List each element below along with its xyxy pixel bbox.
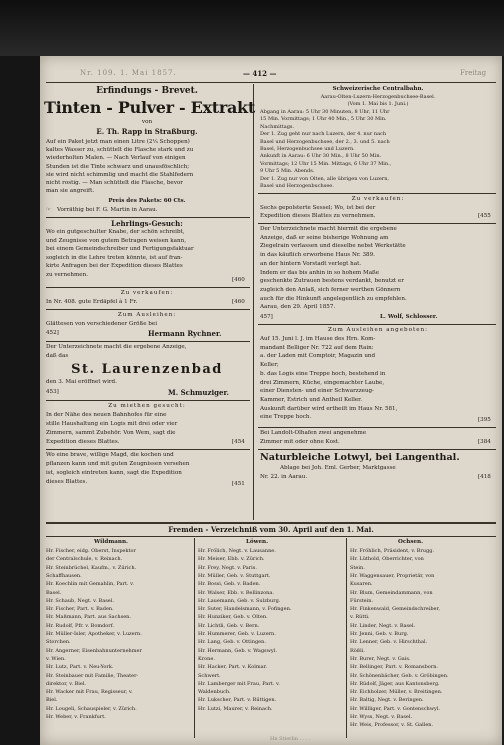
section-rule — [46, 536, 496, 537]
move-name: L. Wolf, Schlosser. — [380, 314, 438, 320]
rail-title: Schweizerische Centralbahn. — [332, 86, 424, 92]
ad-body-line: auch für die Hinkunft angelegentlich zu empfehlen. — [260, 295, 407, 302]
fremden-entry: Hr. Eichholzer, Müller, v. Breitingen. — [350, 689, 443, 696]
newspaper-page — [40, 56, 502, 745]
fremden-entry: Hr. Baltig, Negt. v. Beringen. — [350, 697, 424, 704]
ad-body-line: Der Unterzeichnete macht hiermit die ergebene — [260, 226, 397, 232]
fremden-entry: Hr. Rudolf, Pfr. v. Bomdorf. — [46, 622, 114, 629]
fremden-entry: v. Wien. — [46, 655, 66, 662]
ad-body-line: pflanzen kann und mit guten Zeugnissen versehen — [46, 461, 190, 467]
fremden-entry: Stein. — [350, 564, 365, 571]
ad-body-line: Expedition dieses Blattes. — [46, 439, 120, 445]
ad-body-line: sie wird nicht schimmlig und macht die Stahlfedern — [46, 171, 194, 178]
fremden-entry: Hr. Wyss, Negt. v. Basel. — [350, 714, 413, 720]
rail-line: Basel, Herzogenbuchsee und Luzern. — [260, 146, 355, 152]
ad-body-line: in das käuflich erworbene Haus Nr. 389. — [260, 252, 375, 259]
fremden-entry: Biel. — [46, 697, 58, 704]
ad-rule — [46, 341, 250, 342]
ad-rule — [46, 287, 250, 288]
ad-body-line: geschenkte Zutrauen bestens verdankt, benutzt er — [260, 278, 404, 285]
ad-body-line: a. der Laden mit Comptoir, Magazin und — [260, 353, 376, 360]
fremden-entry: Hr. Maßmann, Part. aus Sachsen. — [46, 614, 131, 621]
ad4-text: Glättesen von verschiedener Größe bei — [46, 321, 157, 327]
move-num: 457] — [260, 314, 273, 320]
fremden-entry: Hr. Weber, v. Frankfurt. — [46, 714, 106, 720]
ad-body-line: zu vernehmen. — [46, 272, 88, 278]
fremden-entry: Hr. Lukscher, Part. v. Rüttigen. — [198, 697, 277, 704]
ad-body-line: und Zeugnisse von gutem Betragen weisen kann, — [46, 237, 187, 244]
fremden-entry: Rößli. — [350, 647, 365, 654]
fremden-entry: Hr. Koechlin mit Gemahlin, Part. v. — [46, 581, 134, 588]
ad-stock: Vorräthig bei F. G. Martin in Aarau. — [57, 207, 158, 213]
fremden-entry: Hr. Lauemann, Geb. v. Sulzburg. — [198, 597, 281, 604]
fremden-entry: Hr. Suter, Handelsmann, v. Fofingen. — [198, 606, 292, 613]
ad3-text: In Nr. 408. gute Erdäpfel à 1 Fr. — [46, 299, 138, 305]
ad-body-line: Auskunft darüber wird ertheilt im Haus Nr. 581, — [260, 405, 398, 412]
fremden-entry: Hr. Wacker mit Frau, Regisseur, v. — [46, 689, 133, 696]
ad-body-line: zugleich den Anlaß, sich ferner werthen Gönnern — [260, 286, 401, 293]
ad5-line: den 3. Mai eröffnet wird. — [46, 379, 117, 385]
ad-body-line: Ziegelrain verlassen und dieselbe nebst Werkstätte — [260, 243, 406, 250]
fremden-entry: Kusaren. — [350, 581, 373, 588]
fremden-entry: Hr. Fröhlich, Präsident, v. Brugg. — [350, 548, 435, 554]
fremden-hotel-heading: Löwen. — [246, 539, 269, 545]
fremden-entry: Basel. — [46, 589, 62, 596]
ad-body-line: Auf 15. Juni l. J. im Hause des Hrn. Kom- — [260, 336, 376, 342]
fremden-entry: Storchen. — [46, 639, 71, 646]
rail-line: Abgang in Aarau: 5 Uhr 30 Minuten, 8 Uhr, 11 Uhr — [260, 109, 390, 115]
bleed-through-header-right: Freitag — [460, 69, 487, 77]
ad-rule — [258, 324, 496, 325]
ad6-title: Zu miethen gesucht: — [108, 403, 186, 409]
ad-maker: E. Th. Rapp in Straßburg. — [96, 127, 198, 136]
fremden-entry: Hr. Angerner, Eisenbahnunternehmer — [46, 647, 142, 654]
ad-body-line: Aarau, den 29. April 1857. — [260, 304, 336, 311]
ad6-ref: [454 — [232, 439, 245, 445]
ad-body-line: Zimmern, sammt Zubehör. Von Wem, sagt die — [46, 430, 176, 436]
ad4-name: Hermann Rychner. — [148, 329, 222, 338]
ad-body-line: mandant Belliger Nr. 722 auf dem Rain: — [260, 344, 374, 351]
fremden-entry: Hr. Weis, Professor, v. St. Gallen. — [350, 722, 434, 729]
fremden-entry: Hr. Lenner, Geb. v. Hirschthal. — [350, 639, 428, 646]
ad-body-line: In der Nähe des neuen Bahnhofes für eine — [46, 412, 167, 418]
ad-body-line: b. das Logis eine Treppe hoch, bestehend in — [260, 370, 386, 377]
ad-von: von — [141, 119, 153, 125]
fremden-entry: Waldenbuch. — [198, 689, 231, 696]
fremden-entry: Fürstein. — [350, 597, 374, 604]
fremden-entry: Hr. Walser, Ebb. v. Bellinzona. — [198, 589, 274, 596]
rail-valid: (Vom 1. Mai bis 1. Juni.) — [347, 101, 409, 107]
fremden-entry: Hr. Fischer, Part. v. Baden. — [46, 606, 114, 613]
fremden-divider — [194, 538, 195, 738]
ad-rule — [46, 217, 250, 218]
pointing-hand-icon: ☞ — [46, 207, 52, 213]
fremden-entry: Schaffhausen. — [46, 572, 82, 579]
ad-body-line: daß das — [46, 352, 69, 359]
fremden-entry: Hr. Lutz, Part. v. Neu-York. — [46, 664, 114, 671]
ad-body-line: Kammer, Estrich und Antheil Keller. — [260, 396, 363, 403]
ad-body-line: an der hintern Vorstadt verlegt hat. — [260, 260, 362, 267]
fremden-hotel-heading: Ochsen. — [398, 539, 424, 545]
lotw-ref: [418 — [478, 474, 491, 480]
column-divider — [253, 84, 254, 520]
fremden-entry: Hr. Rüdolf, Jäger, aus Kantonsberg. — [350, 680, 440, 687]
ad3-title: Zu verkaufen: — [120, 290, 174, 296]
fremden-entry: Hr. Bellinger, Part. v. Romansborn. — [350, 664, 439, 671]
ad-body-line: Auf ein Paket jetzt man einen Litre (2¹⁄₃ Schoppen) — [46, 139, 190, 145]
ad-rule — [46, 449, 250, 450]
ad-body-line: man sie angreift. — [46, 188, 95, 195]
ad-rule — [258, 427, 496, 428]
rail-line: Basel und Herzogenbuchsee. — [260, 183, 334, 189]
fremden-entry: Hr. Fischer, eidg. Oberst, Inspektor — [46, 548, 136, 554]
fremden-entry: Hr. Bossi, Geb. v. Baden. — [198, 581, 261, 588]
rail-line: Nachmittags. — [260, 123, 295, 130]
rail-line: Der 1. Zug geht nur nach Luzern, der 4. nur nach — [260, 131, 387, 138]
section-rule — [46, 522, 496, 524]
lend-ref: [395 — [478, 417, 491, 423]
fremden-entry: Hr. Jenni, Geb. v. Burg. — [350, 631, 409, 637]
ad-price: Preis des Pakets: 60 Cts. — [108, 198, 186, 204]
fremden-entry: der Centralschule, v. Reinach. — [46, 556, 123, 563]
rail-line: Der 1. Zug nur von Olten, alle übrigen von Luzern, — [260, 175, 390, 182]
ad7-ref: [451 — [232, 481, 245, 487]
ad2-ref: [460 — [232, 277, 245, 283]
sale1-title: Zu verkaufen: — [351, 196, 405, 202]
fremden-entry: Hr. Schönenbächer, Geb. v. Gröbingen. — [350, 672, 449, 679]
header-rule — [46, 82, 496, 83]
fremden-entry: Hr. Lutzi, Maurer, v. Reinach. — [198, 705, 273, 712]
fremden-entry: Hr. Steinbauer mit Familie, Theater- — [46, 672, 139, 679]
ad-body-line: stille Haushaltung ein Logis mit drei oder vier — [46, 421, 178, 427]
fremden-entry: v. Rütti. — [350, 614, 370, 621]
fremden-entry: Hr. Schaub, Negt. v. Basel. — [46, 597, 114, 604]
ad-body-line: wiederholten Malen. — Nach Verlauf von einigen — [46, 155, 186, 162]
ad-rule — [258, 193, 496, 194]
ad5-big-title: St. Laurenzenbad — [71, 362, 223, 377]
lotw-text: Ablage bei Joh. Eml. Gerber, Marktgasse — [280, 465, 396, 471]
fremden-title: Fremden - Verzeichniß vom 30. April auf den 1. Mai. — [168, 525, 374, 534]
rail-line: Basel und Herzogenbuchsee, der 2., 3. und 5. nach — [260, 138, 390, 145]
ad-body-line: einer Diensten- und einer Schwarzzeug- — [260, 388, 375, 395]
fremden-entry: Hr. Lougeli, Schauspieler, v. Zürich. — [46, 705, 137, 712]
ad-body-line: Stunden ist die Tinte schwarz und unausföschlich; — [46, 163, 190, 170]
fremden-hotel-heading: Wildmann. — [94, 539, 128, 545]
fremden-entry: direktor, v. Biel. — [46, 680, 87, 687]
ad-body-line: ist, sogleich eintreten kann, sagt die Expedition — [46, 470, 182, 476]
lotw-title: Naturbleiche Lotwyl, bei Langenthal. — [260, 452, 460, 463]
fremden-entry: Hr. Lichtli, Geb. v. Bern. — [198, 622, 260, 629]
olh-text2: Zimmer mit oder ohne Kost. — [260, 439, 340, 445]
fremden-entry: Hr. Steinbrüchel, Kaufm., v. Zürich. — [46, 564, 137, 571]
scan-left-margin — [0, 56, 40, 745]
fremden-entry: Hr. Lüthold, Oberrichter, von — [350, 556, 424, 563]
fremden-entry: Hr. Willliger, Part. v. Gontenschwyl. — [350, 705, 441, 712]
ad-rule — [46, 400, 250, 401]
sale1-text: Sechs gepolsterte Sessel; Wo, ist bei der — [260, 205, 376, 211]
rail-sub: Aarau-Olten-Luzern-Herzogenbuchsee-Basel. — [320, 94, 436, 100]
fremden-entry: Hr. Burer, Negt. v. Gais. — [350, 655, 411, 662]
rail-line: 15 Min. Vormittags; 1 Uhr 40 Min., 5 Uhr 30 Min. — [260, 116, 387, 123]
ad2-title: Lehrlings-Gesuch: — [111, 219, 183, 228]
ad-body-line: sogleich in die Lehre treten könnte, ist auf fran- — [46, 254, 183, 261]
rail-line: 9 Uhr 5 Min. Abends. — [260, 168, 315, 175]
sale1-text2: Expedition dieses Blattes zu vernehmen. — [260, 213, 376, 219]
lotw-text2: Nr. 22. in Aarau. — [260, 474, 308, 480]
page-number: — 412 — — [243, 69, 277, 78]
fremden-entry: Hr. Finkenwald, Gemeindschreiber, — [350, 606, 440, 613]
olh-ref: [384 — [478, 439, 491, 445]
fremden-entry: Schwert. — [198, 672, 221, 679]
ad-body-line: kaltes Wasser zu, schüttelt die Flasche stark und zu — [46, 147, 194, 154]
ad-body-line: dieses Blattes. — [46, 479, 88, 485]
ad-body-line: Wo eine brave, willige Magd, die kochen und — [46, 452, 174, 458]
ad-title: Tinten - Pulver - Extrakt — [44, 98, 255, 117]
ad5-name: M. Schmuziger. — [168, 388, 229, 397]
olh-text: Bei Landolt-Olhafen zwei angenehme — [260, 430, 367, 436]
fremden-entry: Hr. Hummerer, Geb. v. Luzern. — [198, 631, 276, 637]
fremden-entry: Hr. Lamberger mit Frau, Part. v. — [198, 680, 280, 687]
rail-line: Vormittags; 12 Uhr 15 Min. Mittags, 6 Uhr 37 Min., — [260, 160, 392, 167]
ad5-num: 453] — [46, 389, 59, 395]
ad-body-line: kirte Anfragen bei der Expedition dieses Blattes — [46, 263, 183, 270]
fremden-entry: Hr. Frölich, Negt. v. Lausanne. — [198, 548, 276, 554]
fremden-entry: Hr. Blum, Gemeindammann, von — [350, 589, 433, 596]
fremden-entry: Hr. Lang, Geb. v. Ottingen. — [198, 639, 266, 646]
sale1-ref: [455 — [478, 213, 491, 219]
fremden-divider — [346, 538, 347, 738]
ad-body-line: Indem er das bis anhin in so hohem Maße — [260, 269, 380, 276]
lend-title: Zum Ausleihen angeboten: — [327, 327, 429, 333]
fremden-entry: Krone. — [198, 655, 215, 662]
ad-body-line: Der Unterzeichnete macht die ergebene Anzeige, — [46, 344, 187, 350]
fremden-entry: Hr. Müller, Geb. v. Stuttgart. — [198, 572, 271, 579]
fremden-entry: Hr. Waggensauer, Proprietär, von — [350, 572, 435, 579]
ad-rule — [258, 449, 496, 450]
fremden-entry: Hr. Meiser, Ebb. v. Zürich. — [198, 556, 265, 563]
fremden-entry: Hr. Linder, Negt. v. Basel. — [350, 622, 416, 629]
ad-kicker: Erfindungs - Brevet. — [96, 86, 198, 96]
ad-body-line: drei Zimmern, Küche, eingemachter Laube, — [260, 379, 385, 386]
fremden-entry: Hr. Hacker, Part. v. Kolmar. — [198, 664, 268, 671]
fremden-entry: Hr. Hermann, Geb. v. Wagswyl. — [198, 647, 277, 654]
ad-rule — [46, 309, 250, 310]
ad3-ref: [460 — [232, 299, 245, 305]
ad-body-line: bei einem Gemeindschreiber und Fertigungsfaktuar — [46, 246, 194, 253]
rail-line: Ankunft in Aarau: 6 Uhr 30 Min., 8 Uhr 50 Min. — [260, 153, 382, 160]
bleed-through-footer: Hn Stierlin . . . . — [270, 736, 311, 742]
fremden-entry: Hr. Frey, Negt. v. Paris. — [198, 564, 257, 571]
ad4-num: 452] — [46, 330, 59, 336]
scan-top-shadow — [0, 0, 504, 56]
fremden-entry: Hr. Hunziker, Geb. v. Olten. — [198, 614, 268, 621]
ad-body-line: Wo ein gutgeschulter Knabe, der schön schreibt, — [46, 229, 185, 235]
ad-body-line: eine Treppe hoch. — [260, 414, 312, 421]
ad4-title: Zum Ausleihen: — [117, 312, 177, 318]
ad-body-line: Anzeige, daß er seine bisherige Wohnung am — [260, 234, 389, 241]
fremden-entry: Hr. Müller-Isler, Apotheker, v. Luzern. — [46, 631, 142, 637]
bleed-through-header-left: Nr. 109. 1. Mai 1857. — [80, 69, 177, 77]
ad-rule — [258, 223, 496, 224]
ad-body-line: Keller; — [260, 362, 279, 369]
ad-body-line: nicht rostig. — Man schüttelt die Flasche, bevor — [46, 180, 183, 186]
